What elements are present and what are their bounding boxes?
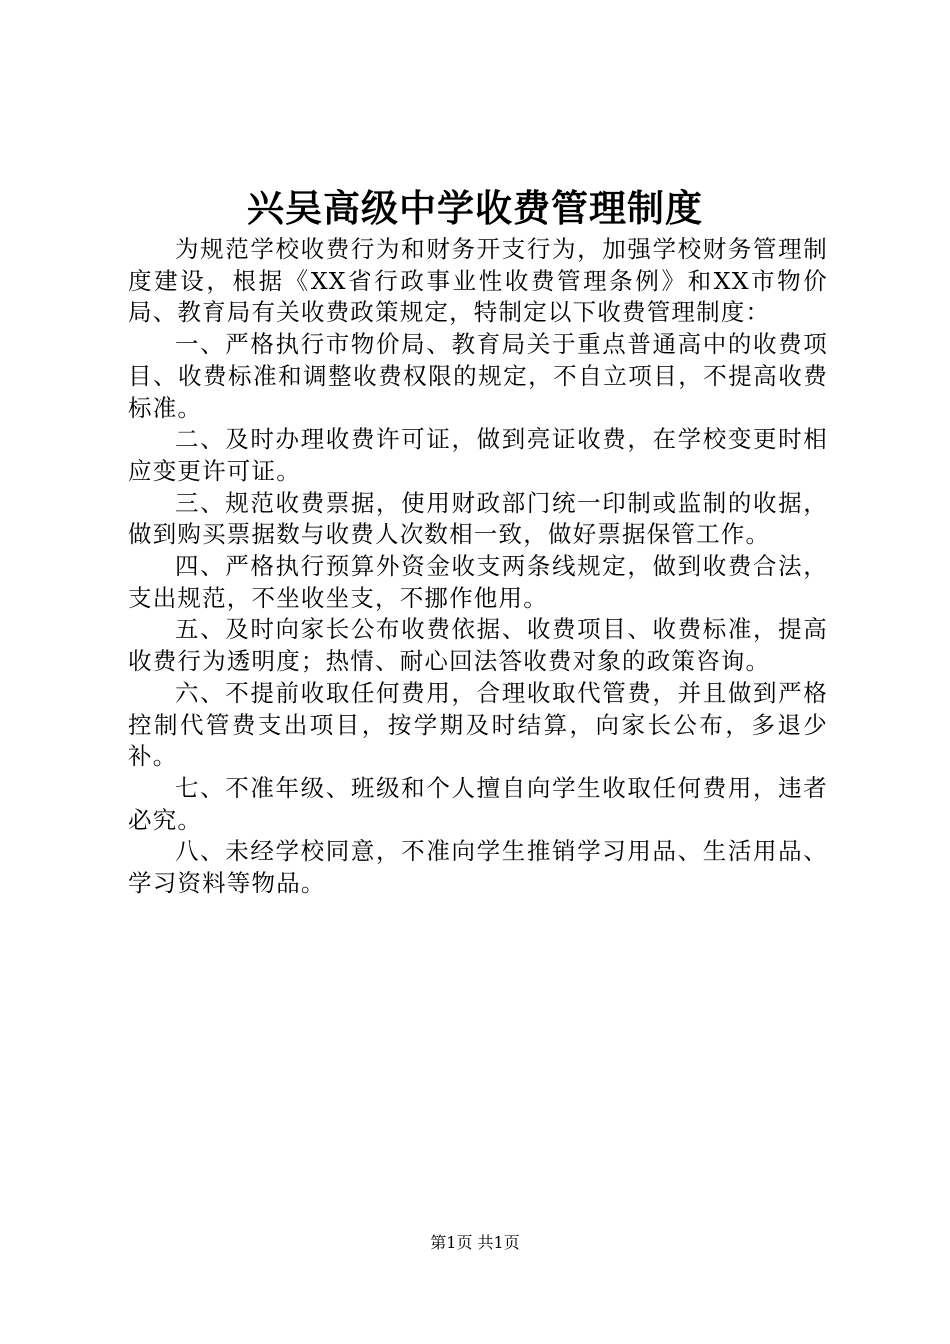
document-body (128, 234, 828, 900)
paragraph-item-5: 五、及时向家长公布收费依据、收费项目、收费标准，提高收费行为透明度；热情、耐心回法答收费对象的政策咨询。 (128, 615, 828, 676)
document-title: 兴吴高级中学收费管理制度 (247, 187, 703, 230)
paragraph-item-7: 七、不准年级、班级和个人擅自向学生收取任何费用，违者必究。 (128, 773, 828, 834)
paragraph-item-8: 八、未经学校同意，不准向学生推销学习用品、生活用品、学习资料等物品。 (128, 837, 828, 898)
paragraph-item-2: 二、及时办理收费许可证，做到亮证收费，在学校变更时相应变更许可证。 (128, 425, 828, 485)
paragraph-item-4: 四、严格执行预算外资金收支两条线规定，做到收费合法，支出规范，不坐收坐支，不挪作他用。 (128, 552, 828, 612)
paragraph-intro: 为规范学校收费行为和财务开支行为，加强学校财务管理制度建设，根据《XX省行政事业性收费管理条例》和XX市物价局、教育局有关收费政策规定，特制定以下收费管理制度： (128, 235, 828, 327)
paragraph-item-1: 一、严格执行市物价局、教育局关于重点普通高中的收费项目、收费标准和调整收费权限的规定，不自立项目，不提高收费标准。 (128, 330, 828, 422)
paragraph-item-6: 六、不提前收取任何费用，合理收取代管费，并且做到严格控制代管费支出项目，按学期及时结算，向家长公布，多退少补。 (128, 678, 828, 771)
page-number-footer: 第1页 共1页 (430, 1233, 520, 1252)
paragraph-item-3: 三、规范收费票据，使用财政部门统一印制或监制的收据，做到购买票据数与收费人次数相一致，做好票据保管工作。 (128, 488, 828, 549)
